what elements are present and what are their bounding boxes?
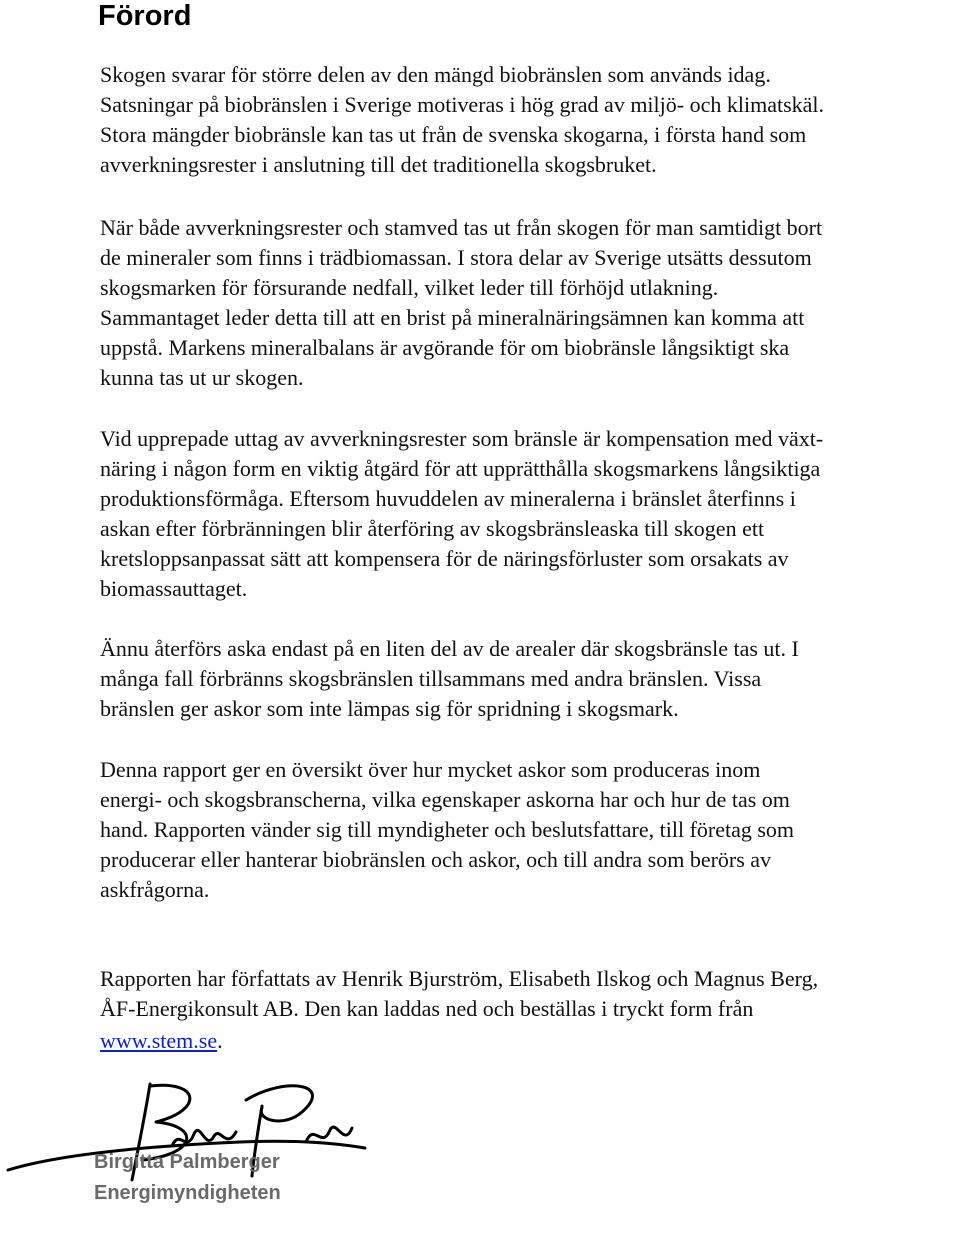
text-line: producerar eller hanterar biobränslen och askor, och till andra som berörs av <box>100 847 772 872</box>
text-line: uppstå. Markens mineralbalans är avgörande för om biobränsle långsiktigt ska <box>100 335 790 360</box>
text-line: Sammantaget leder detta till att en brist på mineralnäringsämnen kan komma att <box>100 305 805 330</box>
signatory-organization: Energimyndigheten <box>94 1182 281 1204</box>
text-line: skogsmarken för försurande nedfall, vilket leder till förhöjd utlakning. <box>100 275 719 300</box>
text-line: Vid upprepade uttag av avverkningsrester som bränsle är kompensation med växt- <box>100 426 824 451</box>
text-line: Skogen svarar för större delen av den mängd biobränslen som används idag. <box>100 62 771 87</box>
text-line: energi- och skogsbranscherna, vilka egenskaper askorna har och hur de tas om <box>100 787 790 812</box>
text-line: biomassauttaget. <box>100 576 248 601</box>
text-line: När både avverkningsrester och stamved tas ut från skogen för man samtidigt bort <box>100 215 823 240</box>
text-line: askan efter förbränningen blir återföring av skogsbränsleaska till skogen ett <box>100 516 765 541</box>
text-line: kunna tas ut ur skogen. <box>100 365 304 390</box>
text-line: de mineraler som finns i trädbiomassan. I stora delar av Sverige utsätts dessutom <box>100 245 812 270</box>
text-line: avverkningsrester i anslutning till det traditionella skogsbruket. <box>100 152 657 177</box>
page-title: Förord <box>98 0 192 32</box>
link-trailing-punctuation: . <box>217 1028 223 1053</box>
text-line: bränslen ger askor som inte lämpas sig för spridning i skogsmark. <box>100 696 679 721</box>
text-line: Rapporten har författats av Henrik Bjurström, Elisabeth Ilskog och Magnus Berg, <box>100 966 819 991</box>
text-line: kretsloppsanpassat sätt att kompensera för de näringsförluster som orsakats av <box>100 546 789 571</box>
stem-website-link[interactable]: www.stem.se <box>100 1028 218 1053</box>
text-line: hand. Rapporten vänder sig till myndigheter och beslutsfattare, till företag som <box>100 817 795 842</box>
text-line: många fall förbränns skogsbränslen tillsammans med andra bränslen. Vissa <box>100 666 762 691</box>
text-line: produktionsförmåga. Eftersom huvuddelen av mineralerna i bränslet återfinns i <box>100 486 796 511</box>
text-line: Satsningar på biobränslen i Sverige motiveras i hög grad av miljö- och klimatskäl. <box>100 92 825 117</box>
link-line <box>100 1026 223 1056</box>
text-line: näring i någon form en viktig åtgärd för att upprätthålla skogsmarkens långsiktiga <box>100 456 821 481</box>
text-line: Denna rapport ger en översikt över hur mycket askor som produceras inom <box>100 757 761 782</box>
text-line: Ännu återförs aska endast på en liten del av de arealer där skogsbränsle tas ut. I <box>100 636 799 661</box>
text-line: Stora mängder biobränsle kan tas ut från de svenska skogarna, i första hand som <box>100 122 807 147</box>
signatory-name: Birgitta Palmberger <box>94 1151 280 1173</box>
signature-block <box>0 1070 400 1248</box>
text-line: ÅF-Energikonsult AB. Den kan laddas ned och beställas i tryckt form från <box>100 996 754 1021</box>
text-line: askfrågorna. <box>100 877 210 902</box>
